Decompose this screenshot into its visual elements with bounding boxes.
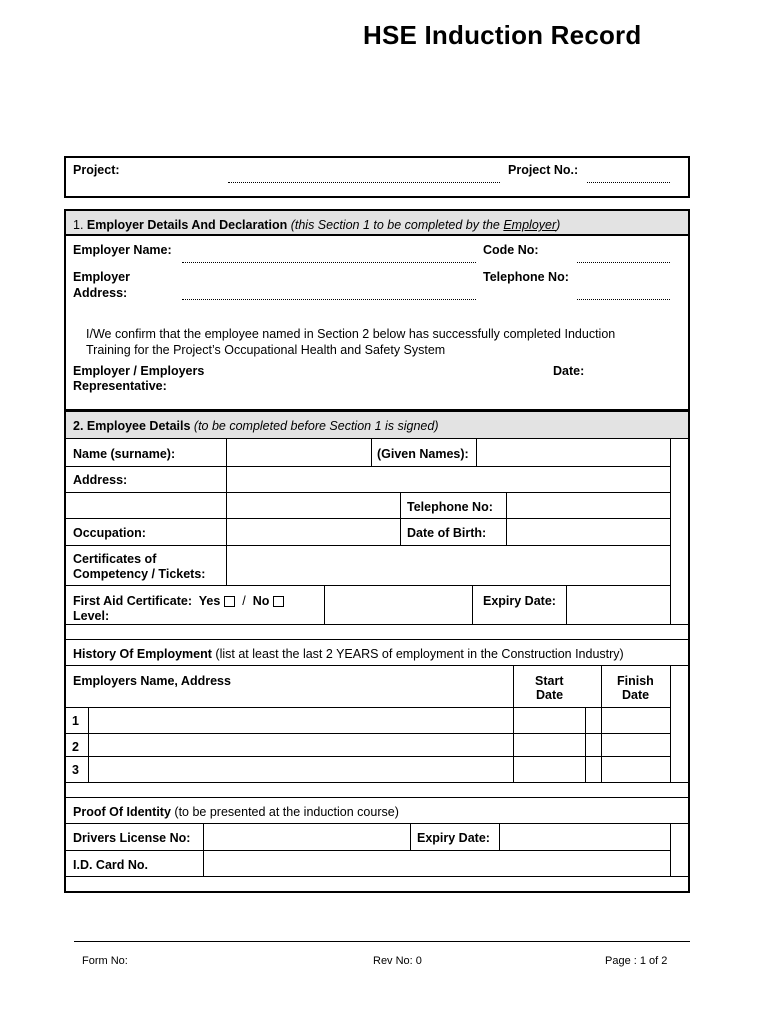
project-field[interactable]: [228, 182, 500, 183]
date-of-birth-field[interactable]: [508, 520, 668, 544]
occupation-field[interactable]: [228, 520, 399, 544]
col-employers-name: Employers Name, Address: [73, 674, 231, 688]
history-row-3-employer-field[interactable]: [90, 758, 512, 781]
first-aid-expiry-label: Expiry Date:: [483, 594, 556, 608]
employee-telephone-field[interactable]: [508, 494, 668, 517]
col-finish-date-2: Date: [622, 688, 650, 702]
history-row-1-number: 1: [72, 714, 79, 728]
code-no-label: Code No:: [483, 243, 539, 257]
certificates-field[interactable]: [228, 547, 668, 584]
employer-telephone-label: Telephone No:: [483, 270, 569, 284]
history-row-2-number: 2: [72, 740, 79, 754]
section2-heading: 2. Employee Details (to be completed before Section 1 is signed): [73, 419, 439, 433]
first-aid-level-field[interactable]: [326, 587, 471, 623]
identity-heading: Proof Of Identity (to be presented at the induction course): [73, 805, 399, 819]
section1-heading: 1. Employer Details And Declaration (this Section 1 to be completed by the Employer): [73, 218, 561, 232]
given-names-field[interactable]: [478, 440, 668, 465]
col-start-date-1: Start: [535, 674, 564, 688]
certificates-label-1: Certificates of: [73, 552, 157, 566]
page-title: HSE Induction Record: [363, 20, 642, 50]
footer-rule: [74, 941, 690, 942]
declaration-line-2: Training for the Project’s Occupational Health and Safety System: [86, 343, 446, 357]
certificates-label-2: Competency / Tickets:: [73, 567, 206, 581]
employee-address-label: Address:: [73, 473, 128, 487]
footer-form-no: Form No:: [82, 955, 128, 967]
employee-address-field[interactable]: [228, 468, 668, 491]
col-start-date-2: Date: [536, 688, 564, 702]
first-aid-label: First Aid Certificate: Yes / No: [73, 594, 284, 609]
given-names-label: (Given Names):: [377, 447, 469, 461]
project-no-label: Project No.:: [508, 163, 579, 177]
employee-telephone-label: Telephone No:: [407, 500, 493, 514]
footer-page: Page : 1 of 2: [605, 955, 668, 967]
footer-rev-no: Rev No: 0: [373, 955, 422, 967]
employer-name-field[interactable]: [182, 262, 476, 263]
date-of-birth-label: Date of Birth:: [407, 526, 487, 540]
history-row-1-employer-field[interactable]: [90, 709, 512, 732]
first-aid-no-checkbox[interactable]: [273, 596, 284, 607]
first-aid-yes-checkbox[interactable]: [224, 596, 235, 607]
employer-name-label: Employer Name:: [73, 243, 172, 257]
history-heading: History Of Employment (list at least the last 2 YEARS of employment in the Construction Industry): [73, 647, 624, 661]
project-no-field[interactable]: [587, 182, 670, 183]
history-row-2-employer-field[interactable]: [90, 735, 512, 755]
code-no-field[interactable]: [577, 262, 670, 263]
employer-address-field[interactable]: [182, 299, 476, 300]
drivers-license-label: Drivers License No:: [73, 831, 191, 845]
name-surname-field[interactable]: [228, 440, 369, 465]
history-row-3-number: 3: [72, 763, 79, 777]
employer-telephone-field[interactable]: [577, 299, 670, 300]
name-surname-label: Name (surname):: [73, 447, 176, 461]
id-card-field[interactable]: [205, 852, 669, 875]
employer-address-label-1: Employer: [73, 270, 130, 284]
representative-label-2: Representative:: [73, 379, 167, 393]
col-finish-date-1: Finish: [617, 674, 654, 688]
declaration-date-label: Date:: [553, 364, 585, 378]
representative-label-1: Employer / Employers: [73, 364, 205, 378]
id-card-label: I.D. Card No.: [73, 858, 149, 872]
project-box: [64, 156, 690, 198]
occupation-label: Occupation:: [73, 526, 146, 540]
license-expiry-field[interactable]: [501, 825, 669, 849]
project-label: Project:: [73, 163, 120, 177]
level-label: Level:: [73, 609, 110, 623]
employer-address-label-2: Address:: [73, 286, 128, 300]
first-aid-expiry-field[interactable]: [568, 587, 668, 623]
declaration-line-1: I/We confirm that the employee named in Section 2 below has successfully completed Induction: [86, 327, 616, 341]
drivers-license-field[interactable]: [205, 825, 409, 849]
license-expiry-label: Expiry Date:: [417, 831, 490, 845]
